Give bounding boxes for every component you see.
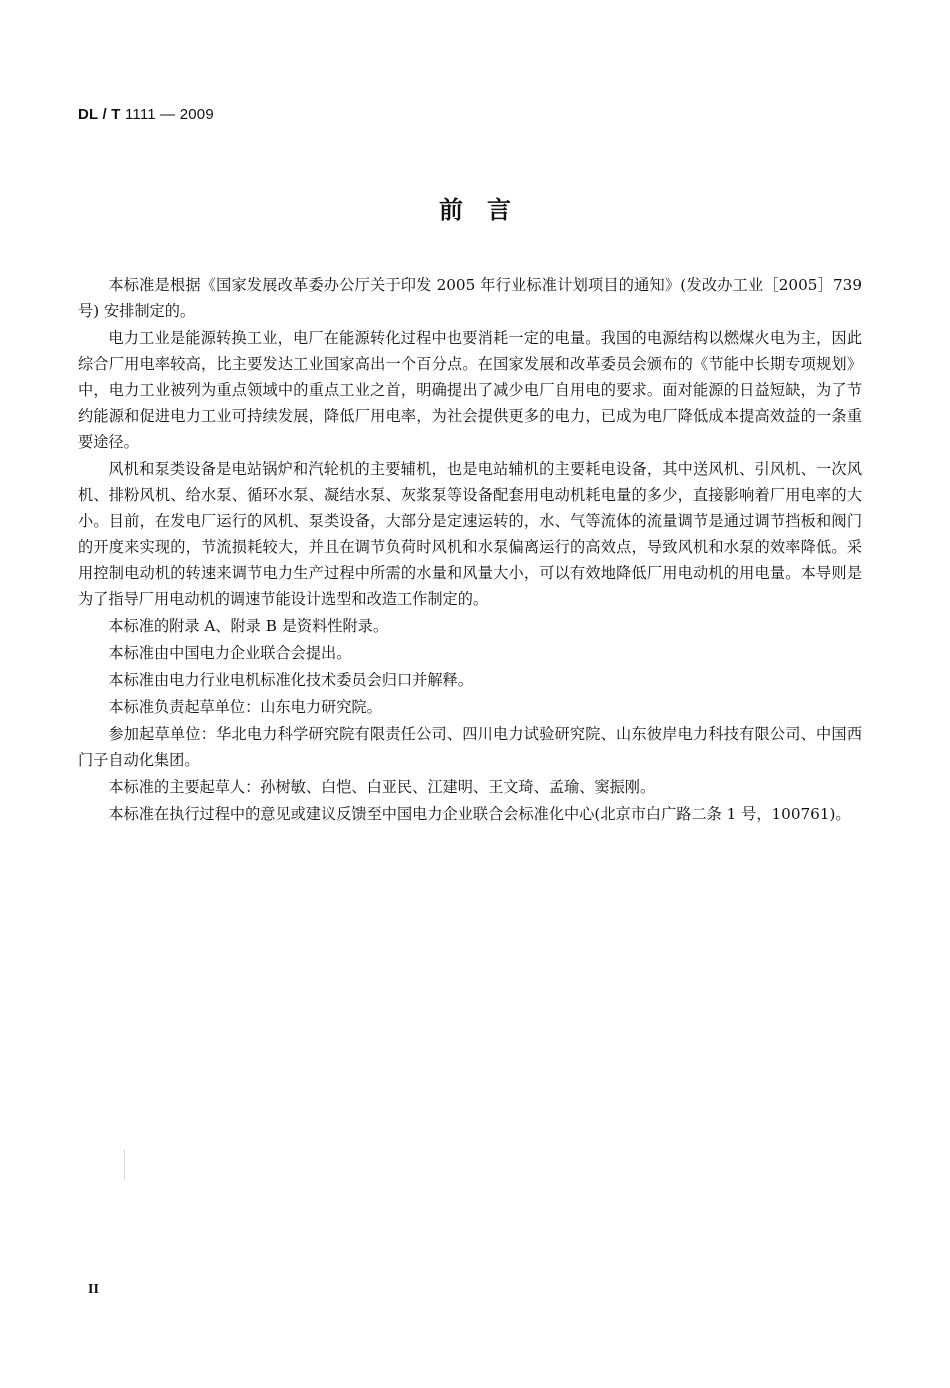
- standard-prefix: DL / T: [78, 106, 121, 123]
- scan-artifact-line: [124, 1150, 125, 1180]
- standard-number: 1111 — 2009: [120, 106, 214, 123]
- paragraph-lead-drafter: 本标准负责起草单位：山东电力研究院。: [108, 698, 382, 716]
- page-title: 前 言: [439, 196, 511, 224]
- paragraph-participants: 参加起草单位：华北电力科学研究院有限责任公司、四川电力试验研究院、山东彼岸电力科技有限公司、中国西门子自动化集团。: [78, 725, 862, 769]
- paragraph-proposer: 本标准由中国电力企业联合会提出。: [108, 644, 352, 662]
- standard-code: [78, 106, 214, 123]
- paragraph-purpose: 风机和泵类设备是电站锅炉和汽轮机的主要辅机，也是电站辅机的主要耗电设备，其中送风机、引风机、一次风机、排粉风机、给水泵、循环水泵、凝结水泵、灰浆泵等设备配套用电动机耗电量的多少，直接影响着厂用电率的大小。目前，在发电厂运行的风机、泵类设备，大部分是定速运转的，水、气等流体的流量调节是通过调节挡板和阀门的开度来实现的，节流损耗较大，并且在调节负荷时风机和水泵偏离运行的高效点，导致风机和水泵的效率降低。采用控制电动机的转速来调节电力生产过程中所需的水量和风量大小，可以有效地降低厂用电动机的用电量。本导则是为了指导厂用电动机的调速节能设计选型和改造工作制定的。: [78, 460, 862, 608]
- paragraph-drafters: 本标准的主要起草人：孙树敏、白恺、白亚民、江建明、王文琦、孟瑜、窦振刚。: [108, 778, 656, 796]
- paragraph-appendix: 本标准的附录 A、附录 B 是资料性附录。: [108, 617, 389, 635]
- paragraph-basis: 本标准是根据《国家发展改革委办公厅关于印发 2005 年行业标准计划项目的通知》(发改办工业［2005］739 号) 安排制定的。: [78, 276, 862, 320]
- paragraph-committee: 本标准由电力行业电机标准化技术委员会归口并解释。: [108, 671, 473, 689]
- paragraph-background: 电力工业是能源转换工业，电厂在能源转化过程中也要消耗一定的电量。我国的电源结构以燃煤火电为主，因此综合厂用电率较高，比主要发达工业国家高出一个百分点。在国家发展和改革委员会颁布的《节能中长期专项规划》中，电力工业被列为重点领域中的重点工业之首，明确提出了减少电厂自用电的要求。面对能源的日益短缺，为了节约能源和促进电力工业可持续发展，降低厂用电率，为社会提供更多的电力，已成为电厂降低成本提高效益的一条重要途径。: [78, 329, 862, 451]
- foreword-body: [78, 272, 862, 828]
- page-number: II: [88, 1282, 99, 1297]
- paragraph-feedback: 本标准在执行过程中的意见或建议反馈至中国电力企业联合会标准化中心(北京市白广路二条 1 号，100761)。: [108, 805, 851, 823]
